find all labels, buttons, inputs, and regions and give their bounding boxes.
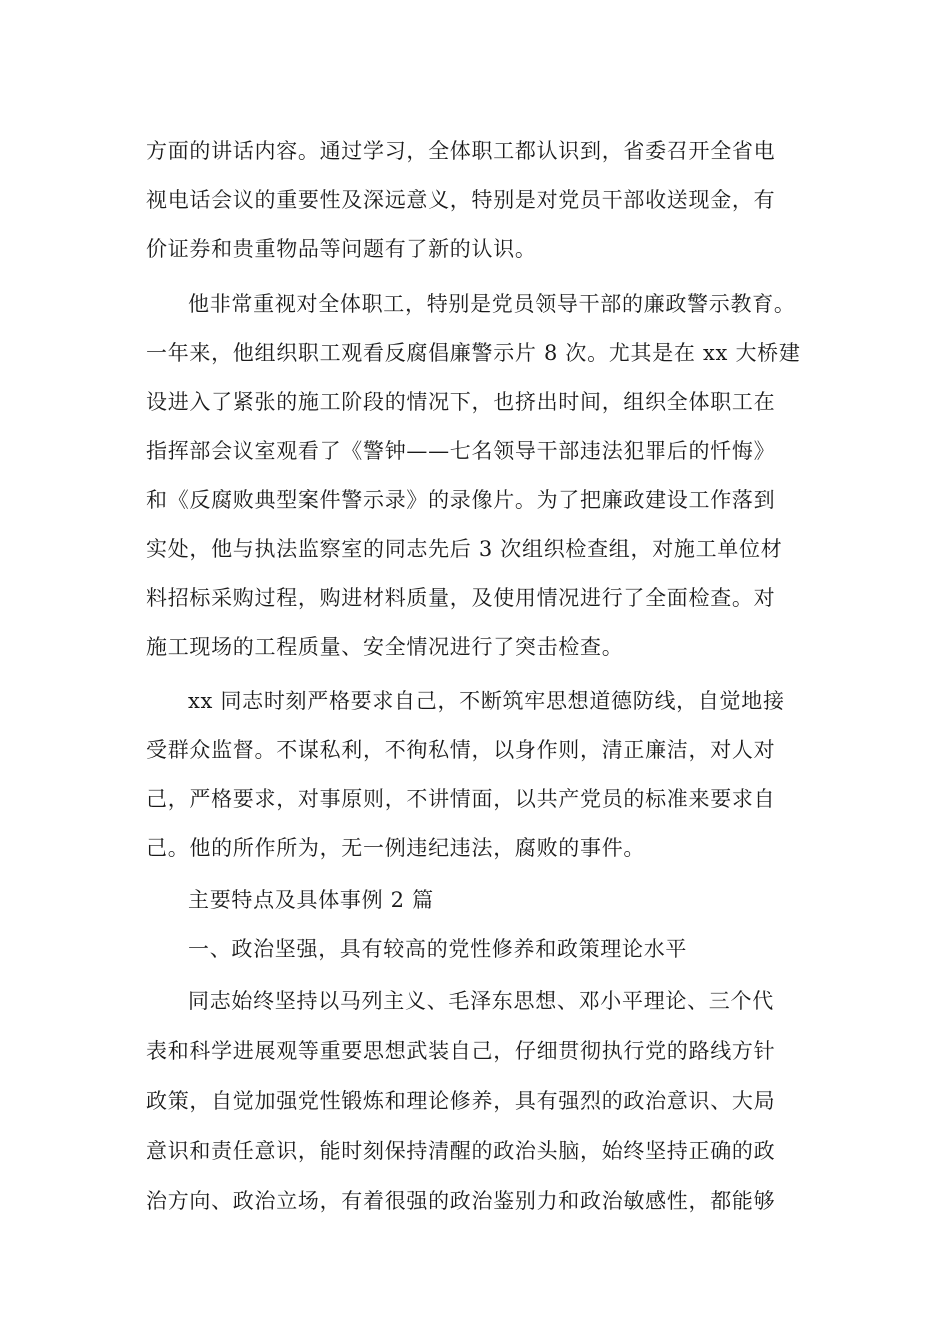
text-line: 一年来，他组织职工观看反腐倡廉警示片 8 次。尤其是在 xx 大桥建 [146,341,801,365]
text-line: 治方向、政治立场，有着很强的政治鉴别力和政治敏感性，都能够 [146,1189,776,1213]
text-line: 料招标采购过程，购进材料质量，及使用情况进行了全面检查。对 [146,586,776,610]
text-line: 受群众监督。不谋私利，不徇私情，以身作则，清正廉洁，对人对 [146,738,776,762]
text-line: 他非常重视对全体职工，特别是党员领导干部的廉政警示教育。 [188,292,796,316]
text-line: 指挥部会议室观看了《警钟——七名领导干部违法犯罪后的忏悔》 [146,439,776,463]
section-title: 主要特点及具体事例 2 篇 [188,888,434,912]
text-line: 实处，他与执法监察室的同志先后 3 次组织检查组，对施工单位材 [146,537,783,561]
text-line: 设进入了紧张的施工阶段的情况下，也挤出时间，组织全体职工在 [146,390,776,414]
text-line: 己。他的所作所为，无一例违纪违法，腐败的事件。 [146,836,646,860]
section-heading: 一、政治坚强，具有较高的党性修养和政策理论水平 [188,937,688,961]
text-line: 价证券和贵重物品等问题有了新的认识。 [146,237,537,261]
text-line: 同志始终坚持以马列主义、毛泽东思想、邓小平理论、三个代 [188,989,774,1013]
text-line: 和《反腐败典型案件警示录》的录像片。为了把廉政建设工作落到 [146,488,776,512]
text-line: 意识和责任意识，能时刻保持清醒的政治头脑，始终坚持正确的政 [146,1139,776,1163]
text-line: 己，严格要求，对事原则，不讲情面，以共产党员的标准来要求自 [146,787,776,811]
text-line: 方面的讲话内容。通过学习，全体职工都认识到，省委召开全省电 [146,139,776,163]
text-line: xx 同志时刻严格要求自己，不断筑牢思想道德防线，自觉地接 [188,689,785,713]
text-line: 施工现场的工程质量、安全情况进行了突击检查。 [146,635,624,659]
text-line: 政策，自觉加强党性锻炼和理论修养，具有强烈的政治意识、大局 [146,1089,776,1113]
text-line: 视电话会议的重要性及深远意义，特别是对党员干部收送现金，有 [146,188,776,212]
text-line: 表和科学进展观等重要思想武装自己，仔细贯彻执行党的路线方针 [146,1039,776,1063]
